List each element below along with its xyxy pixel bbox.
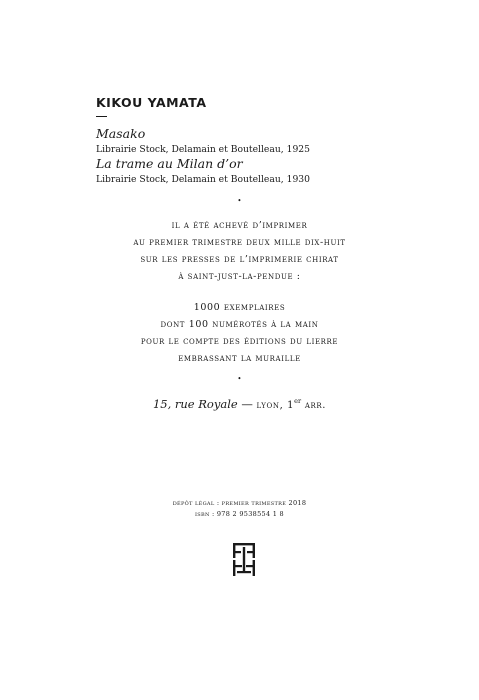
separator-bullet-2: • xyxy=(237,375,242,383)
book-title-1: Masako xyxy=(96,126,146,141)
legal-deposit: dépôt légal : premier trimestre 2018 xyxy=(172,499,307,507)
isbn-line: isbn : 978 2 9538554 1 8 xyxy=(195,510,284,518)
author-name: KIKOU YAMATA xyxy=(96,95,207,110)
publisher-address xyxy=(0,397,479,411)
publisher-monogram-logo xyxy=(232,543,256,576)
colophon-line-1: il a été achevé d’imprimer xyxy=(171,220,308,231)
edition-line-4: embrassant la muraille xyxy=(178,353,301,364)
address-arrondissement: arr. xyxy=(301,400,327,411)
book-publisher-1: Librairie Stock, Delamain et Boutelleau, 1925 xyxy=(96,144,310,155)
address-street: 15, rue Royale xyxy=(152,397,238,411)
book-publisher-2: Librairie Stock, Delamain et Boutelleau, 1930 xyxy=(96,174,310,185)
address-city-superscript: er xyxy=(294,397,302,406)
divider-rule xyxy=(96,116,107,117)
address-dash: — xyxy=(237,397,257,411)
edition-line-2: dont 100 numérotés à la main xyxy=(160,319,319,330)
book-title-2: La trame au Milan d’or xyxy=(96,156,243,171)
colophon-line-2: au premier trimestre deux mille dix-huit xyxy=(133,237,346,248)
address-city: lyon, 1 xyxy=(256,400,295,411)
separator-bullet-1: • xyxy=(237,197,242,205)
colophon-line-3: sur les presses de l’imprimerie chirat xyxy=(140,254,339,265)
edition-line-1: 1000 exemplaires xyxy=(193,302,286,313)
colophon-line-4: à saint-just-la-pendue : xyxy=(178,271,301,282)
edition-line-3: pour le compte des éditions du lierre xyxy=(140,336,339,347)
